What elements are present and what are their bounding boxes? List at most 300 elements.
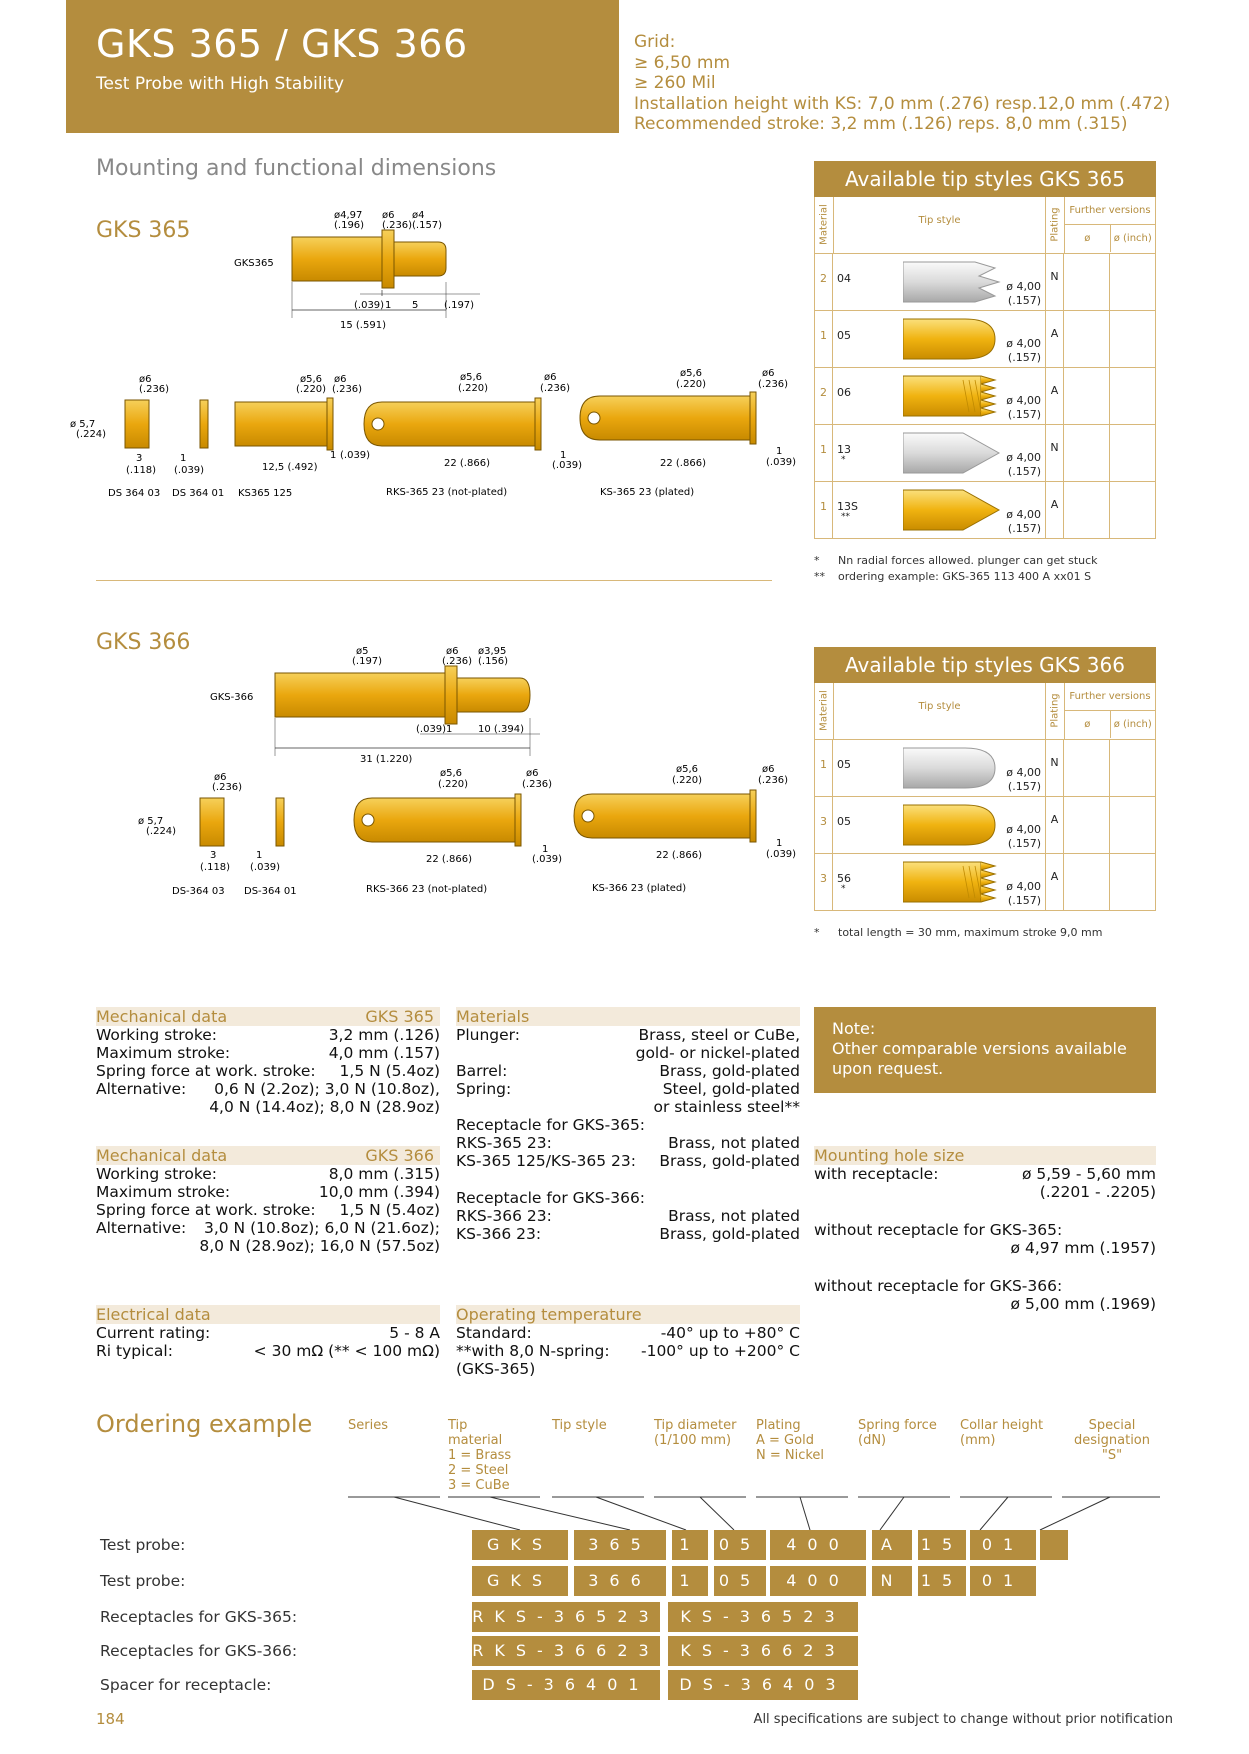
dim-l2: 5 [412,300,419,311]
dim366-d1: ø5 [356,646,369,657]
col-material [815,683,834,739]
tip-material: 1 [815,740,833,796]
ks36523-di: (.220) [676,379,707,390]
data-row [456,1207,800,1225]
ordering-col-line: Tip style [552,1418,607,1433]
without365-value: ø 4,97 mm (.1957) [1010,1239,1156,1257]
data-row [456,1044,800,1062]
tip-plating: A [1046,854,1064,910]
tip-code: 13 [837,443,851,456]
data-value: 1,5 N (5.4oz) [339,1201,440,1219]
tip-mark: ** [841,512,850,522]
tip-further-d [1064,368,1110,424]
col-dinch: ø (inch) [1113,233,1152,244]
data-value: Brass, not plated [668,1134,800,1152]
tip-plating: A [1046,311,1064,367]
data-key: Ri typical: [96,1342,173,1360]
tip-row [814,482,1156,539]
ds36403-d: ø6 [139,374,152,385]
ordering-col [348,1418,388,1433]
dim-d2: ø6 [382,210,395,221]
ks36623-d: ø5,6 [676,764,699,775]
ordering-col [654,1418,736,1448]
ordering-columns [0,1418,1249,1498]
ds36403-name: DS 364 03 [108,488,161,499]
data-key: RKS-366 23: [456,1207,552,1225]
data-value: 8,0 mm (.315) [328,1165,440,1183]
data-value: 0,6 N (2.2oz); 3,0 N (10.8oz), [214,1080,440,1098]
temperature-head: Operating temperature [456,1305,800,1324]
ordering-col-line: Series [348,1418,388,1433]
tip-further-d [1064,797,1110,853]
ordering-code-box: 365 [574,1530,666,1560]
ordering-col-line: Tip [448,1418,468,1433]
data-row [96,1219,440,1237]
tip-dia-inch: (.157) [1007,408,1041,421]
electrical-rows [96,1324,440,1360]
ordering-code-box: GKS [472,1530,568,1560]
tip-dia-inch: (.157) [1007,294,1041,307]
tip-plating: A [1046,482,1064,538]
ks36623-di: (.220) [672,775,703,786]
ordering-row-label: Test probe: [100,1536,186,1554]
ordering-connector-lines [0,1496,1249,1532]
tip-further-d [1064,311,1110,367]
mounting-hole-block [814,1146,1156,1313]
gks366-title: GKS 366 [96,630,191,655]
data-key: Spring force at work. stroke: [96,1062,316,1080]
tip-code: 13S [837,500,858,513]
ds36401b-len: 1 [256,850,263,861]
ks365125-end: 1 [330,450,337,461]
tip-row [814,425,1156,482]
gks366-label: GKS-366 [210,692,254,703]
ds36403b-leni: (.118) [200,862,231,873]
with-receptacle-value: ø 5,59 - 5,60 mm [1021,1165,1156,1183]
tip-image [903,856,1003,908]
rec366-rows [456,1207,800,1243]
ds36403b-d: ø6 [214,772,227,783]
tip-code: 04 [837,272,851,285]
data-value: -40° up to +80° C [660,1324,800,1342]
ks365125-d2: ø6 [334,374,347,385]
rks36523-d2: ø6 [544,372,557,383]
tip-mark: * [841,884,846,894]
col-further [1065,683,1155,739]
mech366-head-left: Mechanical data [96,1146,228,1165]
col-further-label: Further versions [1065,683,1155,711]
ordering-code-box: 05 [714,1566,766,1596]
ks365125-name: KS365 125 [238,488,293,499]
page-number: 184 [96,1710,125,1728]
ordering-code-box: 01 [970,1530,1036,1560]
tip-dia-inch: (.157) [1007,351,1041,364]
ks36523-d2i: (.236) [758,379,789,390]
dim366-l1n: 1 [446,724,453,735]
rks36623-d2: ø6 [526,768,539,779]
data-key: Alternative: [96,1219,187,1237]
col-further [1065,197,1155,253]
dim366-l1: (.039) [416,724,447,735]
tip-dia: ø 4,00 [1006,337,1041,350]
ordering-code-box: 400 [770,1566,866,1596]
note-text: total length = 30 mm, maximum stroke 9,0 mm [838,926,1103,939]
ordering-col-line: 2 = Steel [448,1463,509,1478]
rks36523-d: ø5,6 [460,372,483,383]
note-title: Note: [832,1019,876,1038]
col-material-label: Material [818,204,830,245]
tip-dia: ø 4,00 [1006,451,1041,464]
without366-value: ø 5,00 mm (.1969) [1010,1295,1156,1313]
ordering-col-line: material [448,1433,503,1448]
tip-further-d [1064,740,1110,796]
materials-head: Materials [456,1007,800,1026]
note-text: Nn radial forces allowed. plunger can get stuck [838,554,1098,567]
ordering-col-line: Spring force [858,1418,937,1433]
ks36623-d2i: (.236) [758,775,789,786]
ordering-code-box: 366 [574,1566,666,1596]
ds36401-drawing [172,400,224,499]
ks36523-name: KS-365 23 (plated) [600,487,695,498]
tip-material: 1 [815,311,833,367]
tip-style-cell [833,425,1046,481]
dim366-d3i: (.156) [478,656,509,667]
data-row [96,1324,440,1342]
ds36403b-di: (.236) [212,782,243,793]
tip-notes [814,553,1156,585]
ordering-col-line: (1/100 mm) [654,1433,732,1448]
tip-further-dinch [1110,854,1155,910]
tip-style-cell [833,482,1046,538]
grid-mm: ≥ 6,50 mm [634,52,731,73]
ds36403b-name: DS-364 03 [172,886,225,897]
col-plating [1046,683,1065,739]
data-value: gold- or nickel-plated [635,1044,800,1062]
ordering-col [960,1418,1043,1448]
tip-material: 2 [815,368,833,424]
page-title: GKS 365 / GKS 366 [96,22,468,66]
ordering-col-line: (mm) [960,1433,996,1448]
rec366-head: Receptacle for GKS-366: [456,1189,646,1207]
col-material [815,197,834,253]
data-key: KS-366 23: [456,1225,542,1243]
dim-d2i: (.236) [382,220,413,231]
data-row [96,1165,440,1183]
electrical-head: Electrical data [96,1305,440,1324]
ds36403b-drawing [138,772,242,897]
ks36523-drawing [580,368,796,498]
note-text: ordering example: GKS-365 113 400 A xx01 S [838,570,1092,583]
grid-label: Grid: [634,32,676,52]
ordering-code-box: KS-36623 [668,1636,858,1666]
ks365125-endi: (.039) [340,450,371,461]
ds36403b-sidei: (.224) [146,826,177,837]
data-row [96,1044,440,1062]
rks36623-endi: (.039) [532,854,563,865]
tip-code: 05 [837,329,851,342]
tip-row [814,311,1156,368]
tip-further-dinch [1110,368,1155,424]
data-row [456,1098,800,1116]
note-text2: upon request. [832,1059,944,1078]
data-key: RKS-365 23: [456,1134,552,1152]
gks365-title: GKS 365 [96,218,191,243]
tip-image [903,427,1003,479]
data-key: (GKS-365) [456,1360,536,1378]
with-receptacle-inch: (.2201 - .2205) [1039,1183,1156,1201]
ks36623-name: KS-366 23 (plated) [592,883,687,894]
tip-dia: ø 4,00 [1006,880,1041,893]
ordering-code-box: 05 [714,1530,766,1560]
recommended-stroke: Recommended stroke: 3,2 mm (.126) reps. 8,0 mm (.315) [634,114,1128,134]
data-key: Current rating: [96,1324,211,1342]
tip-style-cell [833,740,1046,796]
ordering-code-box: RKS-36623 [472,1636,660,1666]
mech365-rows [96,1026,440,1116]
tip-plating: N [1046,740,1064,796]
dim-l3: 15 (.591) [340,320,386,331]
tip-further-dinch [1110,482,1155,538]
dim366-d3: ø3,95 [478,646,507,657]
tip-dia: ø 4,00 [1006,823,1041,836]
dim366-d2: ø6 [446,646,459,657]
tip-style-cell [833,854,1046,910]
ks36523-d2: ø6 [762,368,775,379]
ks36523-len: 22 (.866) [660,458,706,469]
ordering-code-box: 1 [672,1530,708,1560]
ks365125-d: ø5,6 [300,374,323,385]
tip-further-d [1064,254,1110,310]
tip-style-cell [833,368,1046,424]
rks36623-di: (.220) [438,779,469,790]
ds36401b-name: DS-364 01 [244,886,297,897]
without366-label: without receptacle for GKS-366: [814,1277,1063,1295]
data-key: Maximum stroke: [96,1044,231,1062]
data-key: Working stroke: [96,1165,217,1183]
tip-image [903,799,1003,851]
header-band [66,0,619,133]
mounting-hole-head: Mounting hole size [814,1146,1156,1165]
ds36401b-drawing [244,798,297,897]
rks36523-d2i: (.236) [540,383,571,394]
tip-dia: ø 4,00 [1006,394,1041,407]
ordering-code-box: 15 [918,1530,966,1560]
install-height: Installation height with KS: 7,0 mm (.276) resp.12,0 mm (.472) [634,93,1171,114]
dim366-d1i: (.197) [352,656,383,667]
tip-dia-inch: (.157) [1007,465,1041,478]
tip-further-dinch [1110,740,1155,796]
rks36623-d2i: (.236) [522,779,553,790]
tip-further-d [1064,854,1110,910]
data-value: 3,2 mm (.126) [328,1026,440,1044]
rks36523-end: 1 [560,450,567,461]
tip-styles-gks365 [814,161,1156,585]
ds36403-side: ø 5,7 [70,419,96,430]
data-row [96,1026,440,1044]
dim-d1i: (.196) [334,220,365,231]
data-key: Barrel: [456,1062,508,1080]
rks36623-end: 1 [542,844,549,855]
ordering-title: Ordering example [96,1410,313,1438]
ks36523-endi: (.039) [766,457,797,468]
electrical-block [96,1305,440,1360]
tip-plating: A [1046,797,1064,853]
data-row [456,1062,800,1080]
ds36401-name: DS 364 01 [172,488,225,499]
col-plating-label: Plating [1049,207,1061,242]
data-row [96,1080,440,1098]
tip-style-cell [833,311,1046,367]
data-row [456,1342,800,1360]
section-divider [96,580,772,581]
data-key: Maximum stroke: [96,1183,231,1201]
data-value: 4,0 mm (.157) [328,1044,440,1062]
ordering-col-line: 3 = CuBe [448,1478,510,1493]
data-value: 3,0 N (10.8oz); 6,0 N (21.6oz); [203,1219,440,1237]
tip-code: 56 [837,872,851,885]
ordering-col-line: A = Gold [756,1433,814,1448]
ds36403-len: 3 [136,453,143,464]
note-mark: * [814,554,820,567]
tip-row [814,740,1156,797]
mech365-block [96,1007,440,1116]
dim-l1n: 1 [385,300,392,311]
data-key: Alternative: [96,1080,187,1098]
data-value: Brass, steel or CuBe, [638,1026,800,1044]
tip-code: 05 [837,758,851,771]
dim-d3: ø4 [412,210,425,221]
ordering-col [448,1418,511,1493]
ordering-code-box: GKS [472,1566,568,1596]
dim366-l3: 31 (1.220) [360,754,413,765]
tip-code: 05 [837,815,851,828]
ordering-col-line: N = Nickel [756,1448,825,1463]
tip-dia: ø 4,00 [1006,280,1041,293]
data-key: **with 8,0 N-spring: [456,1342,610,1360]
col-plating-label: Plating [1049,693,1061,728]
data-row [456,1152,800,1170]
tip-notes [814,925,1156,941]
data-key: Spring: [456,1080,512,1098]
ordering-code-box: DS-36401 [472,1670,660,1700]
mech365-head-left: Mechanical data [96,1007,228,1026]
data-value: Brass, gold-plated [659,1152,800,1170]
tip-further-dinch [1110,425,1155,481]
data-row [96,1201,440,1219]
rks36523-di: (.220) [458,383,489,394]
ordering-code-box: A [872,1530,912,1560]
data-key: Plunger: [456,1026,520,1044]
tip-material: 3 [815,797,833,853]
ordering-row-label: Receptacles for GKS-366: [100,1642,298,1660]
tip-table-title: Available tip styles GKS 366 [814,647,1156,683]
data-value: Brass, gold-plated [659,1225,800,1243]
ks365125-drawing [235,374,370,499]
data-value: -100° up to +200° C [640,1342,800,1360]
ks365125-len: 12,5 (.492) [262,462,318,473]
data-row [96,1183,440,1201]
rks36523-len: 22 (.866) [444,458,490,469]
mech365-head [96,1007,440,1026]
data-value: 1,5 N (5.4oz) [339,1062,440,1080]
tip-image [903,742,1003,794]
ks365125-di: (.220) [296,384,327,395]
data-row [456,1080,800,1098]
page-subtitle: Test Probe with High Stability [96,74,345,94]
tip-plating: N [1046,425,1064,481]
tip-styles-gks366 [814,647,1156,941]
ds36401b-leni: (.039) [250,862,281,873]
tip-table-title: Available tip styles GKS 365 [814,161,1156,197]
rks36523-drawing [364,372,582,498]
data-value: Steel, gold-plated [662,1080,800,1098]
data-value: 5 - 8 A [389,1324,440,1342]
ks36623-len: 22 (.866) [656,850,702,861]
ks36623-drawing [574,764,796,894]
tip-dia-inch: (.157) [1007,894,1041,907]
materials-block [456,1007,800,1243]
data-row [96,1237,440,1255]
col-dinch: ø (inch) [1113,719,1152,730]
ks36523-d: ø5,6 [680,368,703,379]
materials-rows [456,1026,800,1116]
tip-image [903,370,1003,422]
data-value: < 30 mΩ (** < 100 mΩ) [253,1342,440,1360]
rks36623-len: 22 (.866) [426,854,472,865]
col-further-label: Further versions [1065,197,1155,225]
ordering-col-line: designation [1074,1433,1150,1448]
ds36403-di: (.236) [139,384,170,395]
data-value: or stainless steel** [653,1098,800,1116]
col-d: ø [1065,711,1111,738]
mech366-rows [96,1165,440,1255]
ks36623-endi: (.039) [766,849,797,860]
data-row [96,1342,440,1360]
ks365125-d2i: (.236) [332,384,363,395]
ordering-col-line: Collar height [960,1418,1044,1433]
mech366-head-right: GKS 366 [365,1146,434,1165]
ordering-row-label: Test probe: [100,1572,186,1590]
data-row [456,1324,800,1342]
tip-dia: ø 4,00 [1006,766,1041,779]
rec365-rows [456,1134,800,1170]
mounting-title: Mounting and functional dimensions [96,156,497,181]
tip-style-cell [833,254,1046,310]
tip-image [903,256,1003,308]
ordering-row-label: Receptacles for GKS-365: [100,1608,298,1626]
tip-mark: * [841,455,846,465]
data-value: 8,0 N (28.9oz); 16,0 N (57.5oz) [199,1237,440,1255]
ordering-col [858,1418,937,1448]
dim-d1: ø4,97 [334,210,363,221]
tip-dia: ø 4,00 [1006,508,1041,521]
tip-further-d [1064,425,1110,481]
gks365-drawing [60,200,800,510]
dim-l1: (.039) [354,300,385,311]
ordering-code-box: 15 [918,1566,966,1596]
rks36523-endi: (.039) [552,460,583,471]
col-material-label: Material [818,690,830,731]
ordering-col-line: "S" [1101,1448,1123,1463]
ks36623-end: 1 [776,838,783,849]
data-row [96,1098,440,1116]
dim-d3i: (.157) [412,220,443,231]
data-key: Standard: [456,1324,532,1342]
ds36403b-len: 3 [210,850,217,861]
ordering-code-box: 1 [672,1566,708,1596]
grid-info [634,32,1170,135]
note-box [814,1007,1156,1093]
